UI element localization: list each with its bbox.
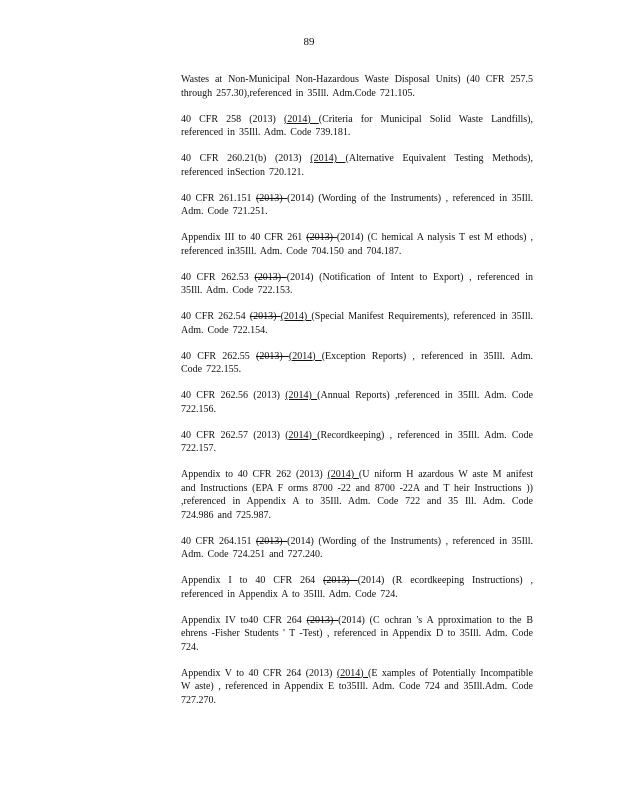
entry-text: 40 CFR 260.21(b) (2013) (181, 153, 311, 164)
entry-text: (Exception Reports) , referenced in 35Ill. Adm. Code 722.155. (181, 350, 533, 375)
entry-text: (Recordkeeping) , referenced in 35Ill. Adm. Code 722.157. (181, 429, 533, 454)
reference-entry (181, 231, 533, 258)
reference-entry (181, 667, 533, 708)
entry-text: Wastes at Non-Municipal Non-Hazardous Waste Disposal Units) (40 CFR 257.5 through 257.30),referenced in 35Ill. Adm.Code 721.105. (181, 74, 533, 99)
deleted-text: (2013) (254, 271, 287, 283)
entry-text: (E xamples of Potentially Incompatible W aste) , referenced in Appendix E to35Ill. Adm. Code 724 and 35Ill.Adm. Code 727.270. (181, 667, 534, 706)
entry-text: (2014) (C hemical A nalysis T est M ethods) , referenced in35Ill. Adm. Code 704.150 and 704.187. (181, 232, 533, 257)
inserted-text: (2014) (285, 390, 318, 401)
entry-text: (2014) (Wording of the Instruments) , referenced in 35Ill. Adm. Code 724.251 and 727.240. (181, 535, 533, 560)
reference-entry (181, 350, 533, 377)
reference-entry (181, 535, 533, 562)
reference-entry (181, 310, 533, 337)
entry-text: (U niform H azardous W aste M anifest and Instructions (EPA F orms 8700 -22 and 8700 -22A and T heir Instructions )) ,referenced in Appendix A to 35Ill. Adm. Code 722 and 35 Ill. Adm. Code 724.986 and 725.987. (181, 469, 533, 521)
entry-text: (Criteria for Municipal Solid Waste Landfills), referenced in 35Ill. Adm. Code 739.181. (181, 113, 534, 138)
entry-text: (2014) (C ochran 's A pproximation to the B ehrens -Fisher Students ' T -Test) , referenced in Appendix D to 35Ill. Adm. Code 724. (181, 614, 533, 653)
entry-text: 40 CFR 262.57 (2013) (181, 429, 286, 441)
entry-text: Appendix III to 40 CFR 261 (181, 232, 307, 243)
entry-text: 40 CFR 258 (2013) (181, 113, 284, 125)
inserted-text: (2014) (327, 469, 359, 480)
entry-text: Appendix to 40 CFR 262 (2013) (181, 469, 328, 480)
reference-entry (181, 271, 533, 298)
entry-text: (2014) (R ecordkeeping Instructions) , referenced in Appendix A to 35Ill. Adm. Code 724. (181, 575, 534, 600)
reference-list (181, 73, 533, 720)
page-number: 89 (303, 36, 315, 48)
entry-text: Appendix I to 40 CFR 264 (181, 575, 324, 586)
reference-entry (181, 574, 533, 601)
entry-text: 40 CFR 262.56 (2013) (181, 390, 286, 401)
inserted-text: (2014) (284, 113, 319, 125)
inserted-text: (2014) (288, 350, 322, 362)
entry-text: Appendix V to 40 CFR 264 (2013) (181, 667, 337, 679)
inserted-text: (2014) (285, 429, 318, 441)
entry-text: 40 CFR 264.151 (181, 535, 256, 547)
entry-text: (2014) (Wording of the Instruments) , referenced in 35Ill. Adm. Code 721.251. (181, 192, 533, 217)
reference-entry (181, 152, 533, 179)
deleted-text: (2013) (249, 311, 281, 322)
reference-entry (181, 389, 533, 416)
deleted-text: (2013) (256, 350, 289, 362)
deleted-text: (2013) (306, 232, 337, 243)
deleted-text: (2013) (255, 192, 288, 204)
entry-text: (Alternative Equivalent Testing Methods), referenced inSection 720.121. (181, 153, 533, 178)
entry-text: (Special Manifest Requirements), referenced in 35Ill. Adm. Code 722.154. (181, 311, 534, 336)
reference-entry (181, 614, 533, 655)
entry-text: 40 CFR 262.55 (181, 350, 256, 362)
inserted-text: (2014) (310, 153, 346, 164)
reference-entry (181, 429, 533, 456)
deleted-text: (2013) (255, 535, 288, 547)
entry-text: Appendix IV to40 CFR 264 (181, 614, 307, 626)
reference-entry (181, 468, 533, 522)
entry-text: (Annual Reports) ,referenced in 35Ill. Adm. Code 722.156. (181, 390, 533, 415)
inserted-text: (2014) (280, 311, 312, 322)
reference-entry (181, 73, 533, 100)
entry-text: 40 CFR 261.151 (181, 192, 256, 204)
reference-entry (181, 192, 533, 219)
entry-text: 40 CFR 262.53 (181, 271, 255, 283)
entry-text: 40 CFR 262.54 (181, 311, 250, 322)
inserted-text: (2014) (336, 667, 368, 679)
deleted-text: (2013) (323, 575, 358, 586)
reference-entry (181, 113, 533, 140)
entry-text: (2014) (Notification of Intent to Export) , referenced in 35Ill. Adm. Code 722.153. (181, 271, 533, 296)
deleted-text: (2013) (306, 614, 339, 626)
